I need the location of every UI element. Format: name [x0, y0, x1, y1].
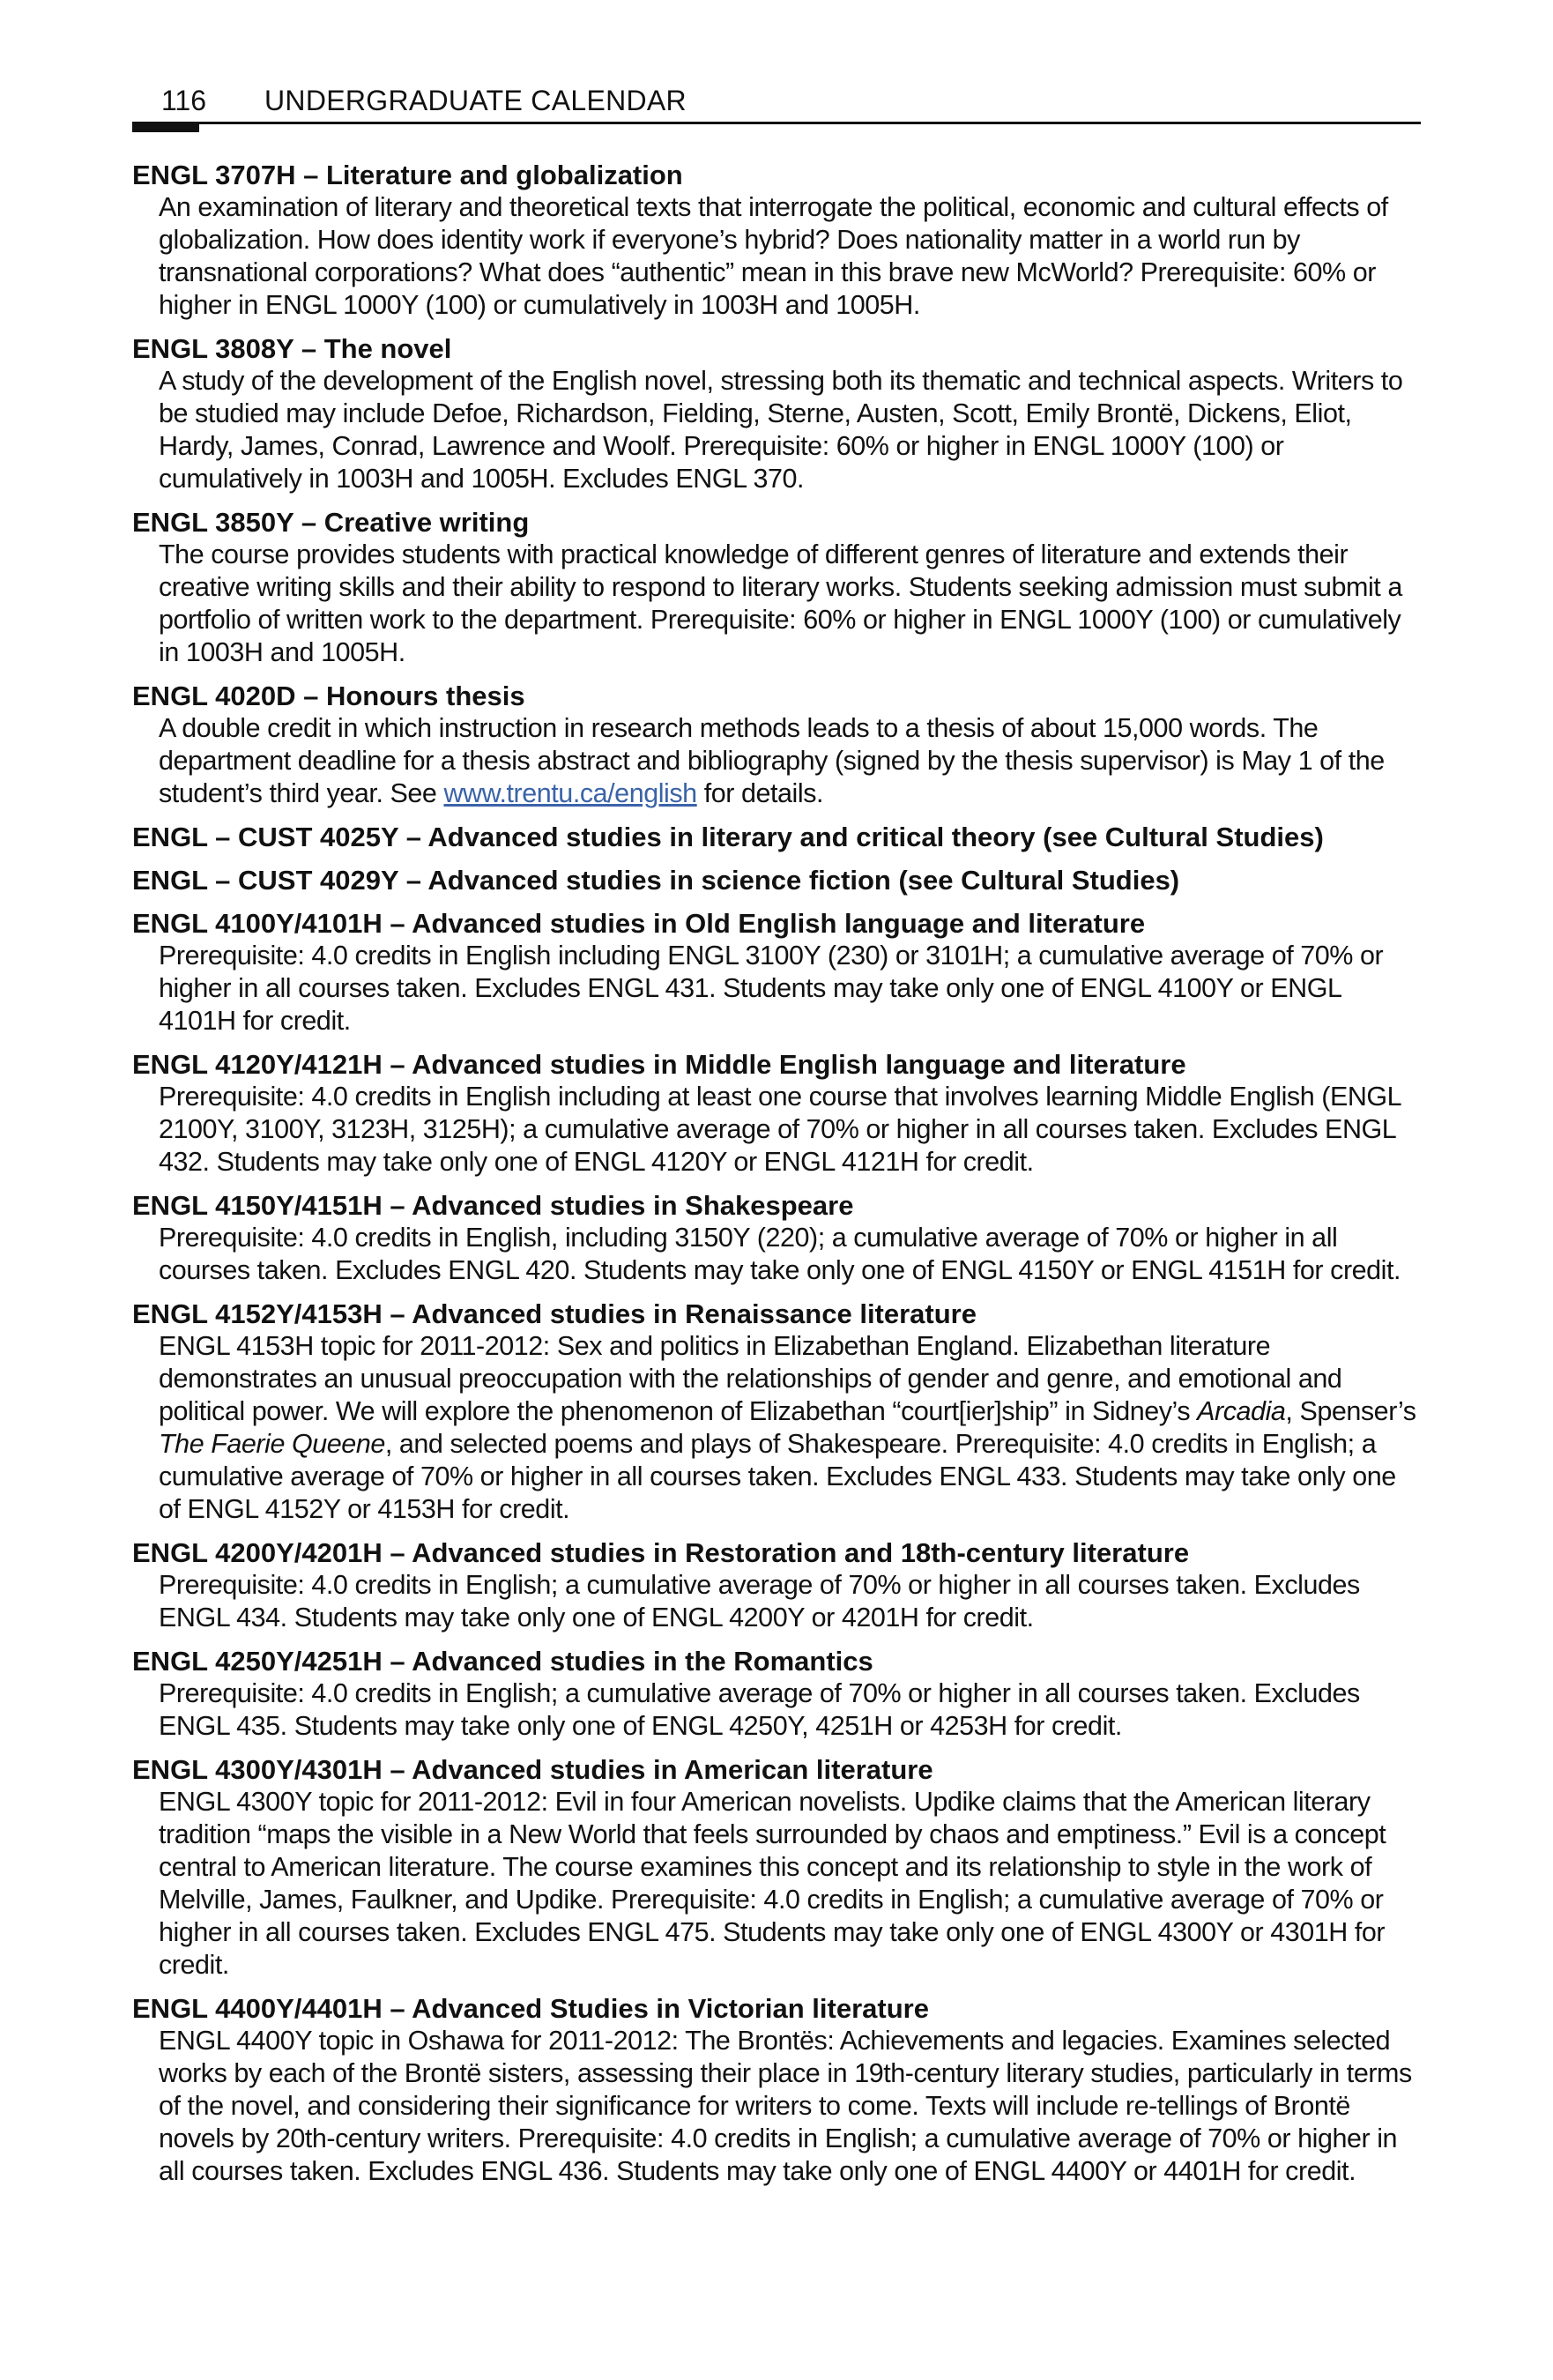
course-description: Prerequisite: 4.0 credits in English, including 3150Y (220); a cumulative average of 70% or higher in all courses taken. Excludes ENGL 420. Students may take only one of ENGL 4150Y or ENGL 4151H for credit.: [159, 1223, 1401, 1285]
course-title: ENGL 4150Y/4151H – Advanced studies in Shakespeare: [132, 1190, 854, 1221]
course-title: ENGL 4152Y/4153H – Advanced studies in Renaissance literature: [132, 1298, 977, 1329]
description-text: , Spenser’s: [1285, 1396, 1416, 1426]
italic-work-title: Arcadia: [1197, 1396, 1286, 1426]
header-rule: [132, 122, 1421, 124]
course-entry-engl-4020d: [132, 680, 1421, 810]
course-entry-engl-4120y: [132, 1048, 1421, 1179]
course-entry-engl-cust-4029y: [132, 864, 1421, 896]
course-listing: [132, 159, 1421, 2198]
course-description: Prerequisite: 4.0 credits in English; a cumulative average of 70% or higher in all courses taken. Excludes ENGL 435. Students may take only one of ENGL 4250Y, 4251H or 4253H for credit.: [159, 1678, 1360, 1741]
course-description: ENGL 4300Y topic for 2011-2012: Evil in four American novelists. Updike claims that the American literary tradition “maps the visible in a New World that feels surrounded by chaos and emptiness.” Evil is a concept central to American literature. The course examines this concept and its relationship to style in the work of Melville, James, Faulkner, and Updike. Prerequisite: 4.0 credits in English; a cumulative average of 70% or higher in all courses taken. Excludes ENGL 475. Students may take only one of ENGL 4300Y or 4301H for credit.: [159, 1787, 1386, 1980]
course-description: [159, 1330, 1421, 1526]
course-title: ENGL 4300Y/4301H – Advanced studies in American literature: [132, 1754, 933, 1785]
description-text: ENGL 4153H topic for 2011-2012: Sex and politics in Elizabethan England. Elizabethan literature demonstrates an unusual preoccupation with the relationships of gender and genre, and emotional and political power. We will explore the phenomenon of Elizabethan “court[ier]ship” in Sidney’s: [159, 1331, 1342, 1426]
course-title: ENGL 4250Y/4251H – Advanced studies in the Romantics: [132, 1646, 873, 1677]
course-title: ENGL 4400Y/4401H – Advanced Studies in Victorian literature: [132, 1993, 929, 2024]
course-entry-engl-4300y: [132, 1753, 1421, 1982]
course-title: ENGL 3850Y – Creative writing: [132, 507, 530, 538]
course-entry-engl-4250y: [132, 1645, 1421, 1743]
course-description: Prerequisite: 4.0 credits in English; a cumulative average of 70% or higher in all courses taken. Excludes ENGL 434. Students may take only one of ENGL 4200Y or 4201H for credit.: [159, 1570, 1360, 1633]
course-entry-engl-4200y: [132, 1536, 1421, 1634]
course-title: ENGL 4100Y/4101H – Advanced studies in Old English language and literature: [132, 908, 1146, 939]
english-department-link[interactable]: www.trentu.ca/english: [443, 778, 697, 808]
course-title: ENGL 4120Y/4121H – Advanced studies in Middle English language and literature: [132, 1049, 1186, 1080]
course-entry-engl-4152y: [132, 1298, 1421, 1526]
description-text: A double credit in which instruction in research methods leads to a thesis of about 15,000 words. The department deadline for a thesis abstract and bibliography (signed by the thesis supervisor) is May 1 of the student’s third year. See: [159, 713, 1385, 808]
course-description: [159, 712, 1421, 810]
course-entry-engl-3850y: [132, 506, 1421, 669]
course-entry-engl-cust-4025y: [132, 821, 1421, 853]
course-title: ENGL 4200Y/4201H – Advanced studies in Restoration and 18th-century literature: [132, 1537, 1190, 1568]
page-number: 116: [161, 85, 207, 116]
course-description: Prerequisite: 4.0 credits in English including ENGL 3100Y (230) or 3101H; a cumulative average of 70% or higher in all courses taken. Excludes ENGL 431. Students may take only one of ENGL 4100Y or ENGL 4101H for credit.: [159, 941, 1384, 1036]
course-description: A study of the development of the English novel, stressing both its thematic and technical aspects. Writers to be studied may include Defoe, Richardson, Fielding, Sterne, Austen, Scott, Emily Brontë, Dickens, Eliot, Hardy, James, Conrad, Lawrence and Woolf. Prerequisite: 60% or higher in ENGL 1000Y (100) or cumulatively in 1003H and 1005H. Excludes ENGL 370.: [159, 366, 1403, 494]
running-head: UNDERGRADUATE CALENDAR: [264, 85, 687, 116]
course-description: The course provides students with practical knowledge of different genres of literature and extends their creative writing skills and their ability to respond to literary works. Students seeking admission must submit a portfolio of written work to the department. Prerequisite: 60% or higher in ENGL 1000Y (100) or cumulatively in 1003H and 1005H.: [159, 539, 1402, 667]
course-entry-engl-4150y: [132, 1189, 1421, 1287]
course-title: ENGL – CUST 4029Y – Advanced studies in science fiction (see Cultural Studies): [132, 865, 1180, 896]
header-tab-bar: [132, 122, 199, 132]
course-title: ENGL 3808Y – The novel: [132, 333, 452, 364]
description-text: for details.: [696, 778, 824, 808]
course-entry-engl-3808y: [132, 332, 1421, 495]
description-text: , and selected poems and plays of Shakespeare. Prerequisite: 4.0 credits in English; a cumulative average of 70% or higher in all courses taken. Excludes ENGL 433. Students may take only one of ENGL 4152Y or 4153H for credit.: [159, 1429, 1396, 1524]
course-description: Prerequisite: 4.0 credits in English including at least one course that involves learning Middle English (ENGL 2100Y, 3100Y, 3123H, 3125H); a cumulative average of 70% or higher in all courses taken. Excludes ENGL 432. Students may take only one of ENGL 4120Y or ENGL 4121H for credit.: [159, 1082, 1401, 1177]
course-title: ENGL 3707H – Literature and globalization: [132, 160, 683, 190]
page-header: [132, 81, 1421, 134]
course-entry-engl-4100y: [132, 907, 1421, 1038]
italic-work-title: The Faerie Queene: [159, 1429, 385, 1459]
course-description: An examination of literary and theoretical texts that interrogate the political, economic and cultural effects of globalization. How does identity work if everyone’s hybrid? Does nationality matter in a world run by transnational corporations? What does “authentic” mean in this brave new McWorld? Prerequisite: 60% or higher in ENGL 1000Y (100) or cumulatively in 1003H and 1005H.: [159, 192, 1388, 320]
course-title: ENGL – CUST 4025Y – Advanced studies in literary and critical theory (see Cultural Studies): [132, 822, 1324, 852]
course-entry-engl-3707h: [132, 159, 1421, 322]
course-description: ENGL 4400Y topic in Oshawa for 2011-2012: The Brontës: Achievements and legacies. Examines selected works by each of the Brontë sisters, assessing their place in 19th-century literary studies, particularly in terms of the novel, and considering their significance for writers to come. Texts will include re-tellings of Brontë novels by 20th-century writers. Prerequisite: 4.0 credits in English; a cumulative average of 70% or higher in all courses taken. Excludes ENGL 436. Students may take only one of ENGL 4400Y or 4401H for credit.: [159, 2026, 1412, 2186]
course-entry-engl-4400y: [132, 1992, 1421, 2188]
course-title: ENGL 4020D – Honours thesis: [132, 681, 525, 711]
